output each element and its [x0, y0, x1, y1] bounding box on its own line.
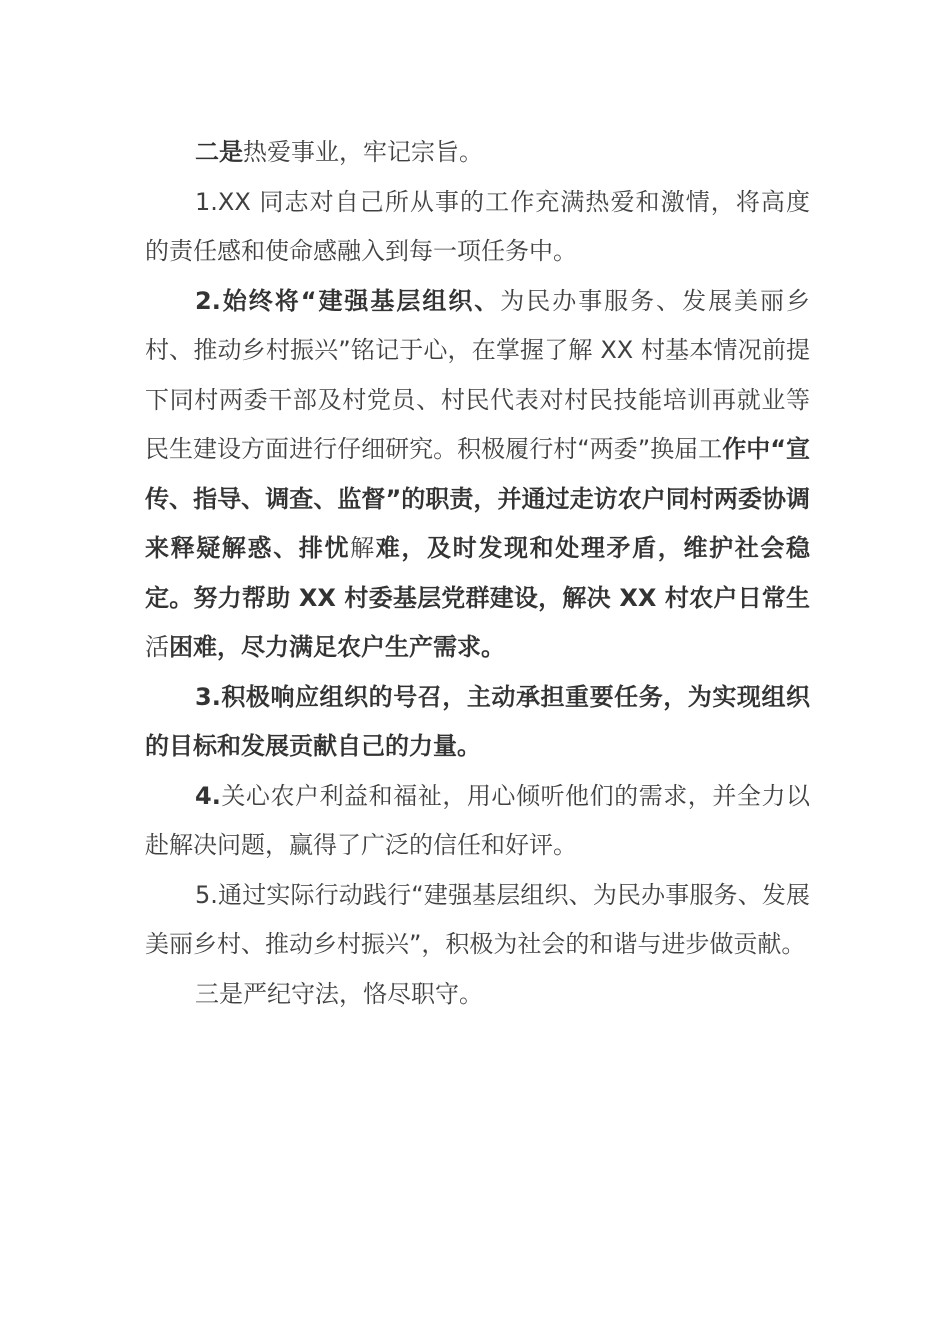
paragraph-text: 三是严纪守法，恪尽职守。: [195, 979, 483, 1008]
paragraph-item-2: [145, 277, 810, 673]
paragraph-text: 1.XX 同志对自己所从事的工作充满热爱和激情，将高度的责任感和使命感融入到每一项任务中。: [145, 187, 810, 265]
paragraph-item-1: [145, 178, 810, 277]
paragraph-text: 关心农户利益和福祉，用心倾听他们的需求，并全力以赴解决问题，赢得了广泛的信任和好评。: [145, 781, 810, 859]
regular-run-b: 解: [350, 534, 376, 562]
bold-run-b: 作中“宣传、指导、调查、监督”的职责，并通过走访农户同村两委协调来释疑解惑、排忧: [145, 435, 810, 562]
bold-run-a: 2.始终将“建强基层组织、: [195, 286, 501, 315]
paragraph-item-5: [145, 871, 810, 970]
regular-run-c: 活: [145, 633, 169, 661]
paragraph-item-4: [145, 772, 810, 871]
paragraph-section-two-heading: [145, 128, 810, 178]
bold-run-c: 难，及时发现和处理矛盾，维护社会稳定。努力帮助 XX 村委基层党群建设，解决 XX 村农户日常生: [145, 534, 811, 612]
bold-text: 3.积极响应组织的号召，主动承担重要任务，为实现组织的目标和发展贡献自己的力量。: [145, 682, 810, 760]
bold-run-d: 困难，尽力满足农户生产需求。: [169, 633, 505, 661]
bold-lead: 二是: [195, 138, 243, 166]
paragraph-text: 热爱事业，牢记宗旨。: [243, 138, 483, 166]
paragraph-item-3: [145, 673, 810, 772]
document-page: [145, 128, 810, 1019]
bold-number: 4.: [195, 781, 221, 810]
regular-run-a: 为民办事服务、发展美丽乡村、推动乡村振兴”铭记于心，在掌握了解 XX 村基本情况前提下同村两委干部及村党员、村民代表对村民技能培训再就业等民生建设方面进行仔细研究。积极履行村“两委”换届工: [145, 286, 810, 463]
paragraph-section-three-heading: [145, 970, 810, 1020]
paragraph-text: 5.通过实际行动践行“建强基层组织、为民办事服务、发展美丽乡村、推动乡村振兴”，积极为社会的和谐与进步做贡献。: [145, 880, 810, 958]
